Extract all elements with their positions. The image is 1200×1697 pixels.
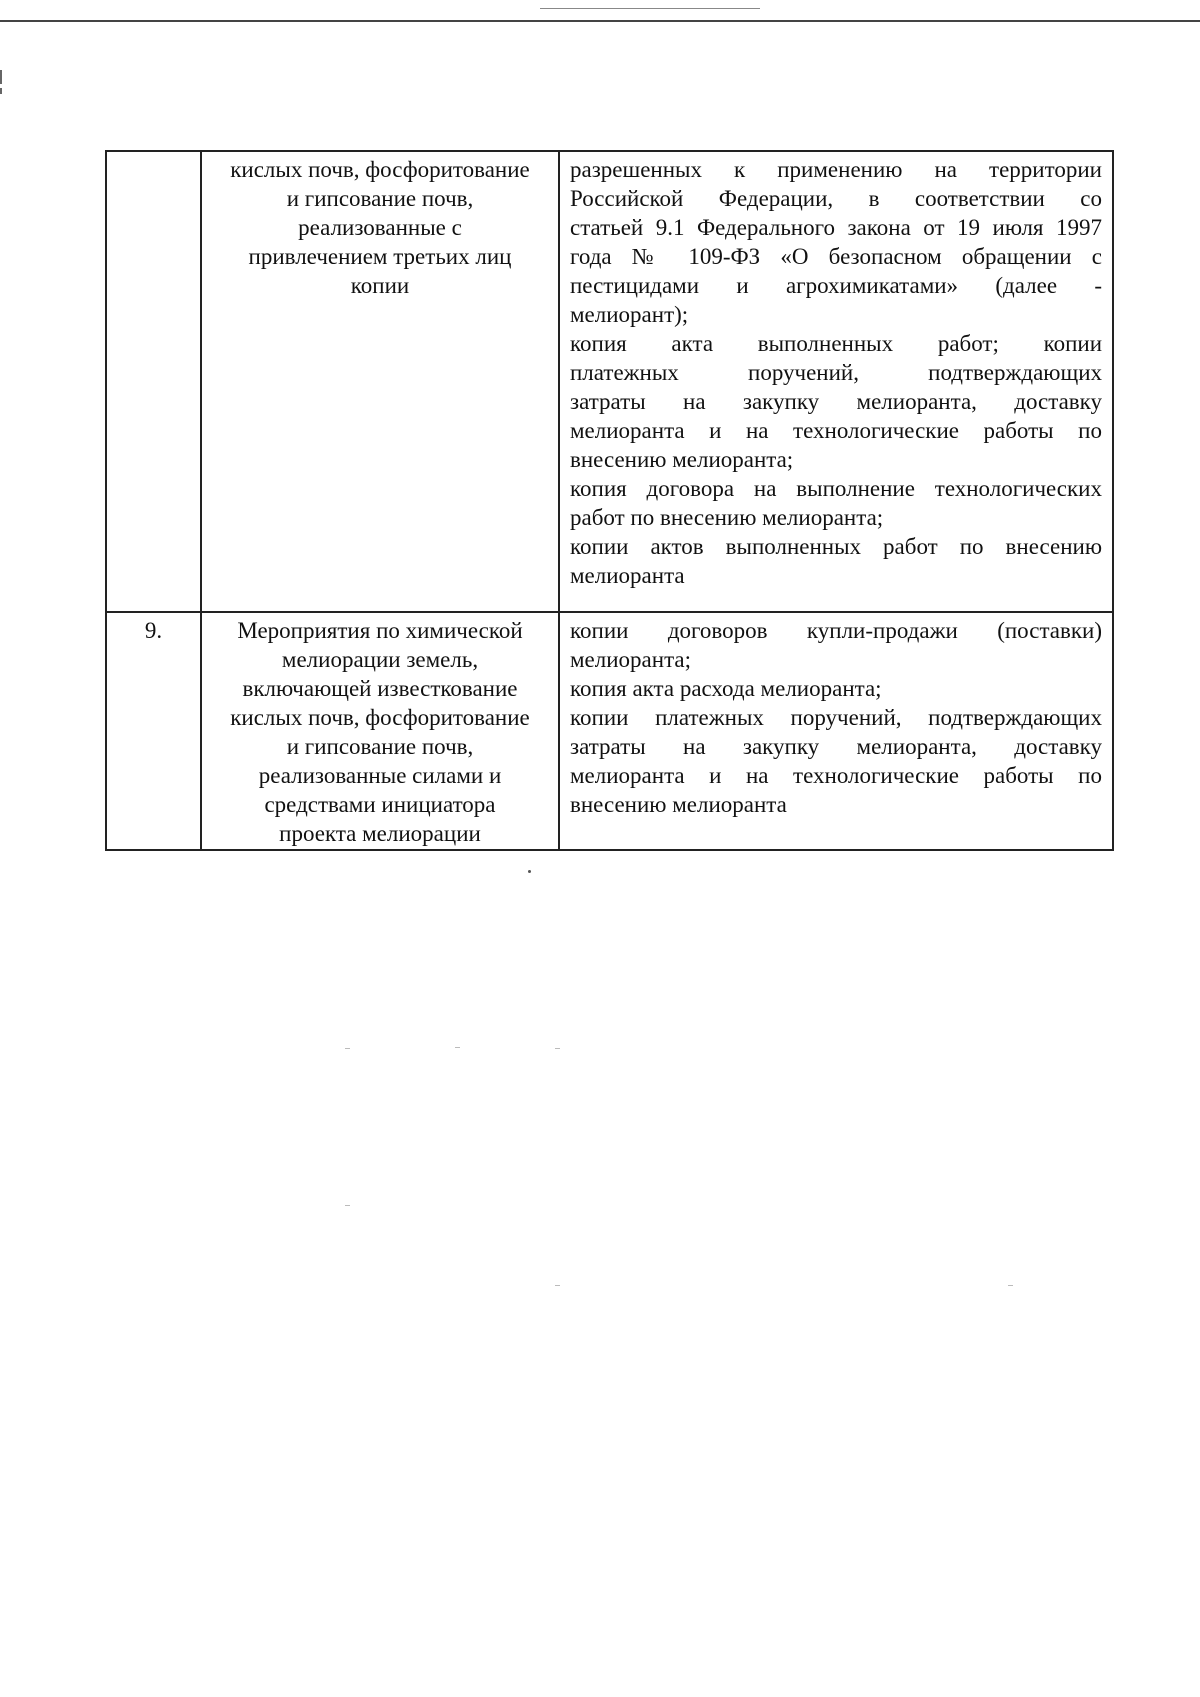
scan-speck <box>555 1048 560 1049</box>
measure-name-line: включающей известкование <box>242 676 518 701</box>
scan-edge-mark <box>0 70 2 84</box>
measure-name-cell <box>201 612 559 850</box>
documents-line: затраты на закупку мелиоранта, доставку <box>570 389 1102 414</box>
documents-line: копии договоров купли-продажи (поставки) <box>570 618 1102 643</box>
scan-speck <box>345 1048 350 1049</box>
scan-speck <box>1008 1285 1013 1286</box>
documents-line: года № 109-ФЗ «О безопасном обращении с <box>570 244 1102 269</box>
documents-line: Российской Федерации, в соответствии со <box>570 186 1102 211</box>
scan-speck <box>345 1205 350 1206</box>
documents-line: разрешенных к применению на территории <box>570 157 1102 182</box>
documents-line: внесению мелиоранта <box>570 792 787 817</box>
scan-edge-mark <box>0 88 2 94</box>
documents-line: платежных поручений, подтверждающих <box>570 360 1102 385</box>
requirements-table <box>105 150 1114 851</box>
documents-line: работ по внесению мелиоранта; <box>570 505 884 530</box>
measure-name-line: и гипсование почв, <box>286 186 474 211</box>
row-number-cell <box>106 151 201 612</box>
documents-line: мелиоранта; <box>570 647 691 672</box>
measure-name-line: кислых почв, фосфоритование <box>230 705 530 730</box>
measure-name-line: привлечением третьих лиц <box>248 244 512 269</box>
measure-name-line: кислых почв, фосфоритование <box>230 157 530 182</box>
documents-line: копия акта расхода мелиоранта; <box>570 676 882 701</box>
documents-line: внесению мелиоранта; <box>570 447 794 472</box>
documents-line: копии актов выполненных работ по внесению <box>570 534 1102 559</box>
measure-name-line: средствами инициатора <box>264 792 496 817</box>
scan-top-rule <box>0 20 1200 22</box>
documents-line: копия акта выполненных работ; копии <box>570 331 1102 356</box>
documents-line: копии платежных поручений, подтверждающих <box>570 705 1102 730</box>
measure-name-line: копии <box>350 273 410 298</box>
documents-cell <box>559 151 1113 612</box>
measure-name-line: реализованные силами и <box>258 763 502 788</box>
documents-line: пестицидами и агрохимикатами» (далее - <box>570 273 1102 298</box>
documents-line: мелиорант); <box>570 302 689 327</box>
documents-line: мелиоранта и на технологические работы по <box>570 418 1102 443</box>
scan-speck <box>555 1285 560 1286</box>
documents-line: мелиоранта <box>570 563 685 588</box>
documents-line: мелиоранта и на технологические работы по <box>570 763 1102 788</box>
table-row <box>106 151 1113 612</box>
documents-line: копия договора на выполнение технологических <box>570 476 1102 501</box>
row-number-cell: 9. <box>106 612 201 850</box>
scan-speck <box>528 870 531 873</box>
table-row <box>106 612 1113 850</box>
measure-name-line: и гипсование почв, <box>286 734 474 759</box>
measure-name-cell <box>201 151 559 612</box>
documents-line: статьей 9.1 Федерального закона от 19 июля 1997 <box>570 215 1102 240</box>
documents-line: затраты на закупку мелиоранта, доставку <box>570 734 1102 759</box>
measure-name-line: реализованные с <box>298 215 462 240</box>
scan-speck <box>455 1047 460 1048</box>
measure-name-line: Мероприятия по химической <box>237 618 523 643</box>
measure-name-line: проекта мелиорации <box>279 821 481 846</box>
scan-top-rule-thin <box>540 8 760 9</box>
measure-name-line: мелиорации земель, <box>281 647 479 672</box>
documents-cell <box>559 612 1113 850</box>
